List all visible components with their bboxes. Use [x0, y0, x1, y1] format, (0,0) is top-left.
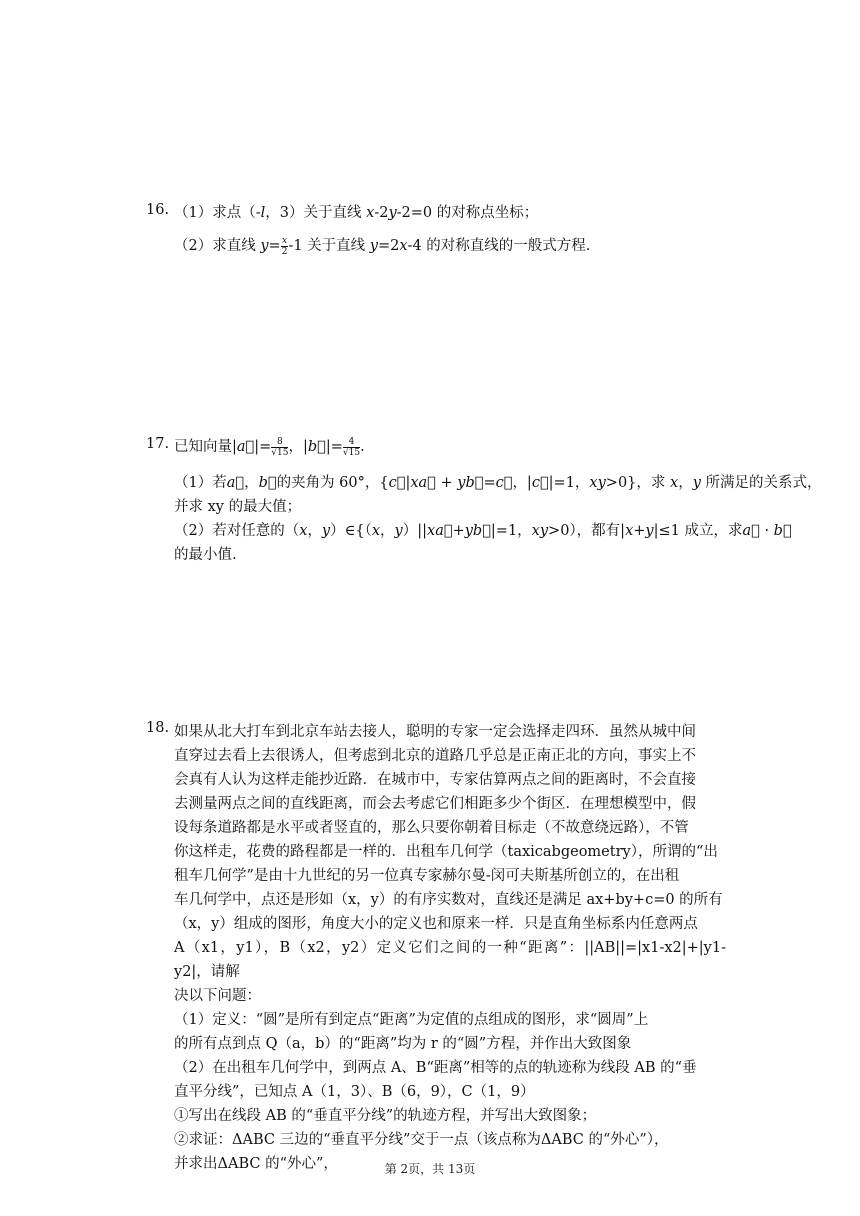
q18-line: 决以下问题：: [174, 988, 261, 1004]
q18-text: [174, 720, 726, 1176]
page-footer: 第 2页，共 13页: [384, 1162, 476, 1176]
question-number: 18.: [146, 720, 170, 736]
q17-part1-line2: 并求 xy 的最大值；: [174, 499, 302, 515]
q18-line: ①写出在线段 AB 的“垂直平分线”的轨迹方程，并写出大致图象；: [174, 1108, 597, 1124]
q18-line: 你这样走，花费的路程都是一样的．出租车几何学（taxicabgeometry），所谓的“出: [174, 844, 718, 860]
q18-line: （2）在出租车几何学中，到两点 A、B“距离”相等的点的轨迹称为线段 AB 的“垂: [174, 1060, 697, 1076]
q18-line: 的所有点到点 Q（a，b）的“距离”均为 r 的“圆”方程，并作出大致图象: [174, 1036, 632, 1052]
q18-line: 租车几何学”是由十九世纪的另一位真专家赫尔曼-闵可夫斯基所创立的，在出租: [174, 868, 680, 884]
q17-part2-line1: （2）若对任意的（x，y）∈{（x，y）||xa⃗+yb⃗|=1，xy>0），都有|x+y|≤1 成立，求a⃗ · b⃗: [174, 523, 792, 539]
q18-line: （x，y）组成的图形，角度大小的定义也和原来一样．只是直角坐标系内任意两点: [174, 916, 698, 932]
q16-part1: （1）求点（-l，3）关于直线 x-2y-2=0 的对称点坐标；: [174, 205, 539, 221]
q18-line: （1）定义：“圆”是所有到定点“距离”为定值的点组成的图形，求“圆周”上: [174, 1012, 649, 1028]
question-number: 17.: [146, 436, 170, 452]
q18-line: 如果从北大打车到北京车站去接人，聪明的专家一定会选择走四环．虽然从城中间: [174, 724, 696, 740]
q18-line: 直平分线”，已知点 A（1，3）、B（6，9），C（1，9）: [174, 1084, 535, 1100]
q17-stem: 已知向量|a⃗|= 8 √15，|b⃗|= 4 √15.: [174, 436, 365, 458]
q17-part2-line2: 的最小值.: [174, 547, 237, 563]
q18-line: 会真有人认为这样走能抄近路．在城市中，专家估算两点之间的距离时，不会直接: [174, 772, 696, 788]
q18-line: 去测量两点之间的直线距离，而会去考虑它们相距多少个街区．在理想模型中，假: [174, 796, 696, 812]
q18-line: 设每条道路都是水平或者竖直的，那么只要你朝着目标走（不故意绕远路），不管: [174, 820, 689, 836]
q16-part2: （2）求直线 $y=\frac{x}{2}-1$ 关于直线 y=2x-4 的对称直线的一般式方程.: [174, 235, 591, 257]
q18-line: ②求证：ΔABC 三边的“垂直平分线”交于一点（该点称为ΔABC 的“外心”），: [174, 1132, 669, 1148]
q17-part1-line1: （1）若a⃗，b⃗的夹角为 60°，{c⃗|xa⃗ + yb⃗=c⃗，|c⃗|=1，xy>0}，求 x，y 所满足的关系式，: [174, 475, 822, 491]
q18-line: 直穿过去看上去很诱人，但考虑到北京的道路几乎总是正南正北的方向，事实上不: [174, 748, 696, 764]
question-number: 16.: [146, 202, 170, 218]
q18-line: 车几何学中，点还是形如（x，y）的有序实数对，直线还是满足 ax+by+c=0 的所有: [174, 892, 723, 908]
q18-line: 并求出ΔABC 的“外心”，: [174, 1156, 338, 1172]
q18-line: A（x1，y1），B（x2，y2）定义它们之间的一种“距离”：||AB||=|x1-x2|+|y1-y2|，请解: [174, 940, 726, 980]
